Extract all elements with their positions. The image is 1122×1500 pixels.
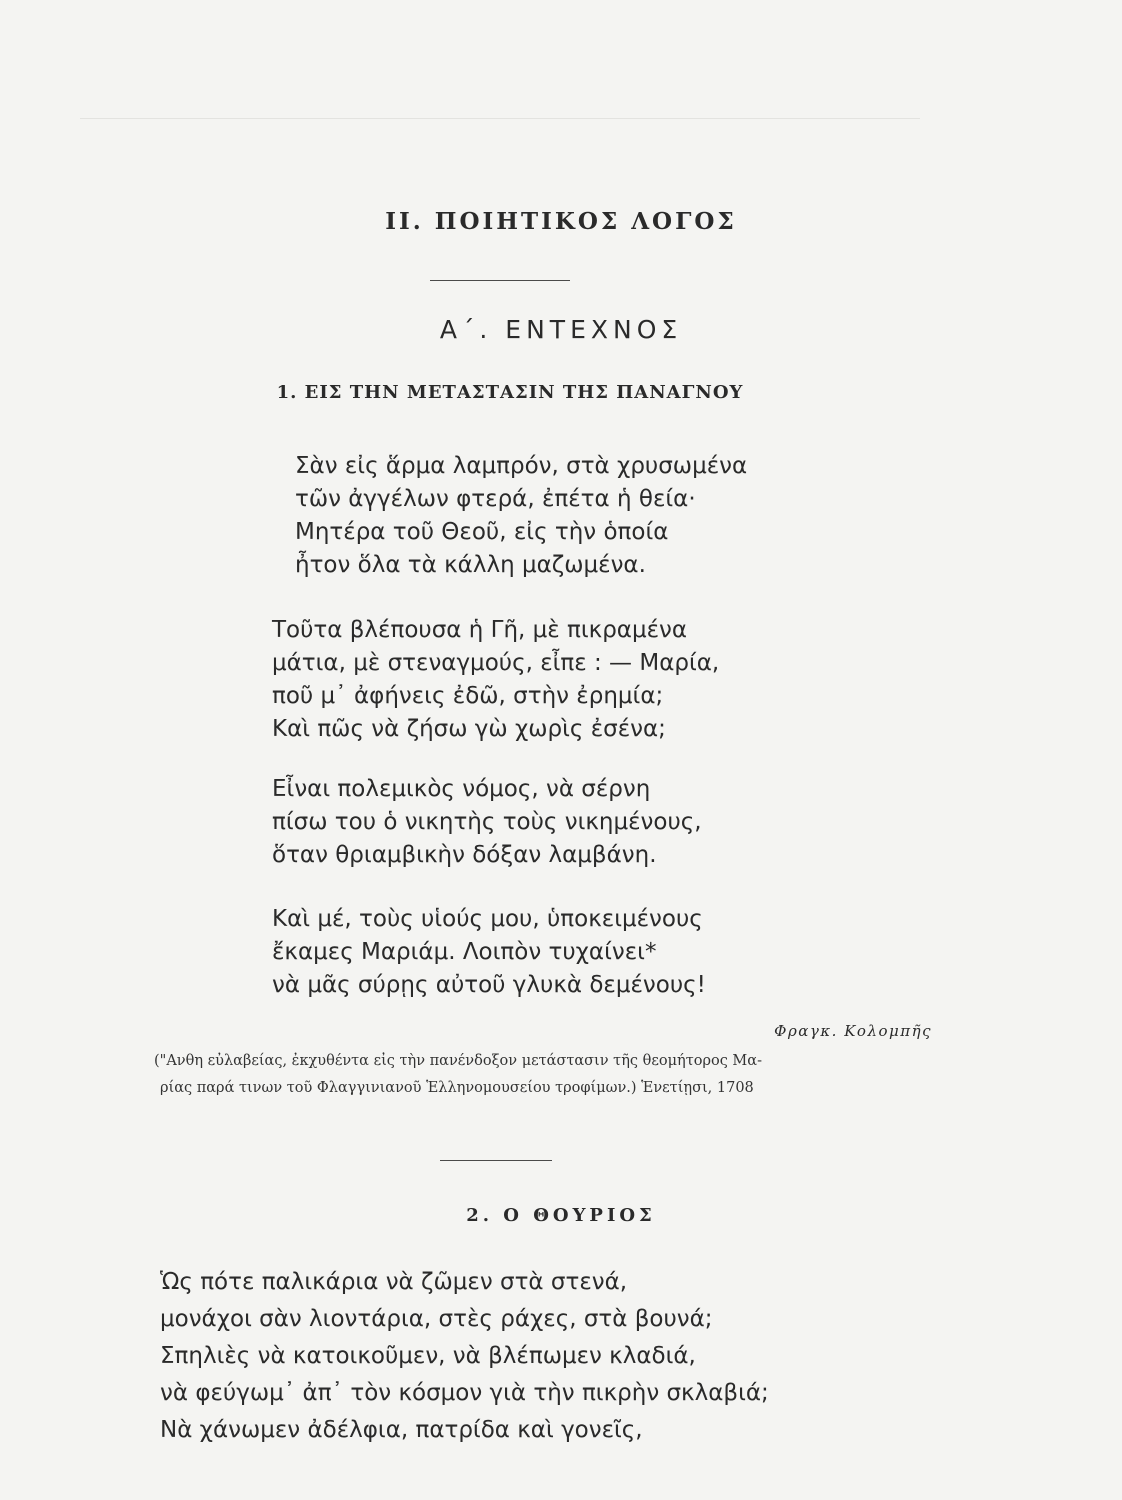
verse-line: νὰ μᾶς σύρῃς αὐτοῦ γλυκὰ δεμένους!: [272, 972, 706, 998]
verse-line: νὰ φεύγωμ᾽ ἀπ᾽ τὸν κόσμον γιὰ τὴν πικρὴν σκλαβιά;: [160, 1380, 769, 1406]
verse-line: Νὰ χάνωμεν ἀδέλφια, πατρίδα καὶ γονεῖς,: [160, 1417, 643, 1443]
verse-line: ποῦ μ᾽ ἀφήνεις ἐδῶ, στὴν ἐρημία;: [272, 683, 664, 709]
source-line: ρίας παρά τινων τοῦ Φλαγγινιανοῦ Ἑλληνομουσείου τροφίμων.) Ἑνετίῃσι, 1708: [160, 1080, 754, 1096]
poem-divider: [440, 1160, 552, 1161]
poem-1-stanza-1: [295, 450, 747, 582]
poem-1-title: 1. ΕΙΣ ΤΗΝ ΜΕΤΑΣΤΑΣΙΝ ΤΗΣ ΠΑΝΑΓΝΟΥ: [276, 382, 744, 403]
section-heading: II. ΠΟΙΗΤΙΚΟΣ ΛΟΓΟΣ: [385, 208, 737, 235]
verse-line: Σπηλιὲς νὰ κατοικοῦμεν, νὰ βλέπωμεν κλαδιά,: [160, 1343, 696, 1369]
poem-1-stanza-3: [272, 773, 702, 872]
source-line: ("Ανθη εὐλαβείας, ἐκχυθέντα εἰς τὴν πανένδοξον μετάστασιν τῆς θεομήτορος Μα-: [154, 1053, 762, 1069]
verse-line: μάτια, μὲ στεναγμούς, εἶπε : — Μαρία,: [272, 650, 720, 676]
verse-line: τῶν ἀγγέλων φτερά, ἐπέτα ἡ θεία·: [295, 486, 696, 512]
verse-line: Τοῦτα βλέπουσα ἡ Γῆ, μὲ πικραμένα: [272, 617, 688, 643]
show-through-rule: [80, 118, 920, 119]
verse-line: Καὶ μέ, τοὺς υἱούς μου, ὑποκειμένους: [272, 906, 703, 932]
poem-1-attribution: Φραγκ. Κολομπῆς: [774, 1022, 932, 1040]
heading-divider: [430, 280, 570, 281]
verse-line: ἦτον ὅλα τὰ κάλλη μαζωμένα.: [295, 552, 646, 578]
poem-2-verses: [160, 1264, 769, 1449]
verse-line: ὅταν θριαμβικὴν δόξαν λαμβάνη.: [272, 842, 657, 868]
subsection-heading: Α΄. ΕΝΤΕΧΝΟΣ: [439, 315, 683, 344]
verse-line: Μητέρα τοῦ Θεοῦ, εἰς τὴν ὁποία: [295, 519, 669, 545]
verse-line: Καὶ πῶς νὰ ζήσω γὼ χωρὶς ἐσένα;: [272, 716, 666, 742]
verse-line: Ὡς πότε παλικάρια νὰ ζῶμεν στὰ στενά,: [160, 1269, 628, 1295]
poem-1-stanza-2: [272, 614, 719, 746]
verse-line: ἔκαμες Μαριάμ. Λοιπὸν τυχαίνει*: [272, 939, 657, 965]
verse-line: Εἶναι πολεμικὸς νόμος, νὰ σέρνη: [272, 776, 651, 802]
poem-1-source-note: [154, 1048, 940, 1102]
verse-line: μονάχοι σὰν λιοντάρια, στὲς ράχες, στὰ βουνά;: [160, 1306, 713, 1332]
verse-line: Σὰν εἰς ἅρμα λαμπρόν, στὰ χρυσωμένα: [295, 453, 748, 479]
verse-line: πίσω του ὁ νικητὴς τοὺς νικημένους,: [272, 809, 702, 835]
poem-1-stanza-4: [272, 903, 706, 1002]
poem-2-title: 2. Ο ΘΟΥΡΙΟΣ: [466, 1205, 656, 1226]
